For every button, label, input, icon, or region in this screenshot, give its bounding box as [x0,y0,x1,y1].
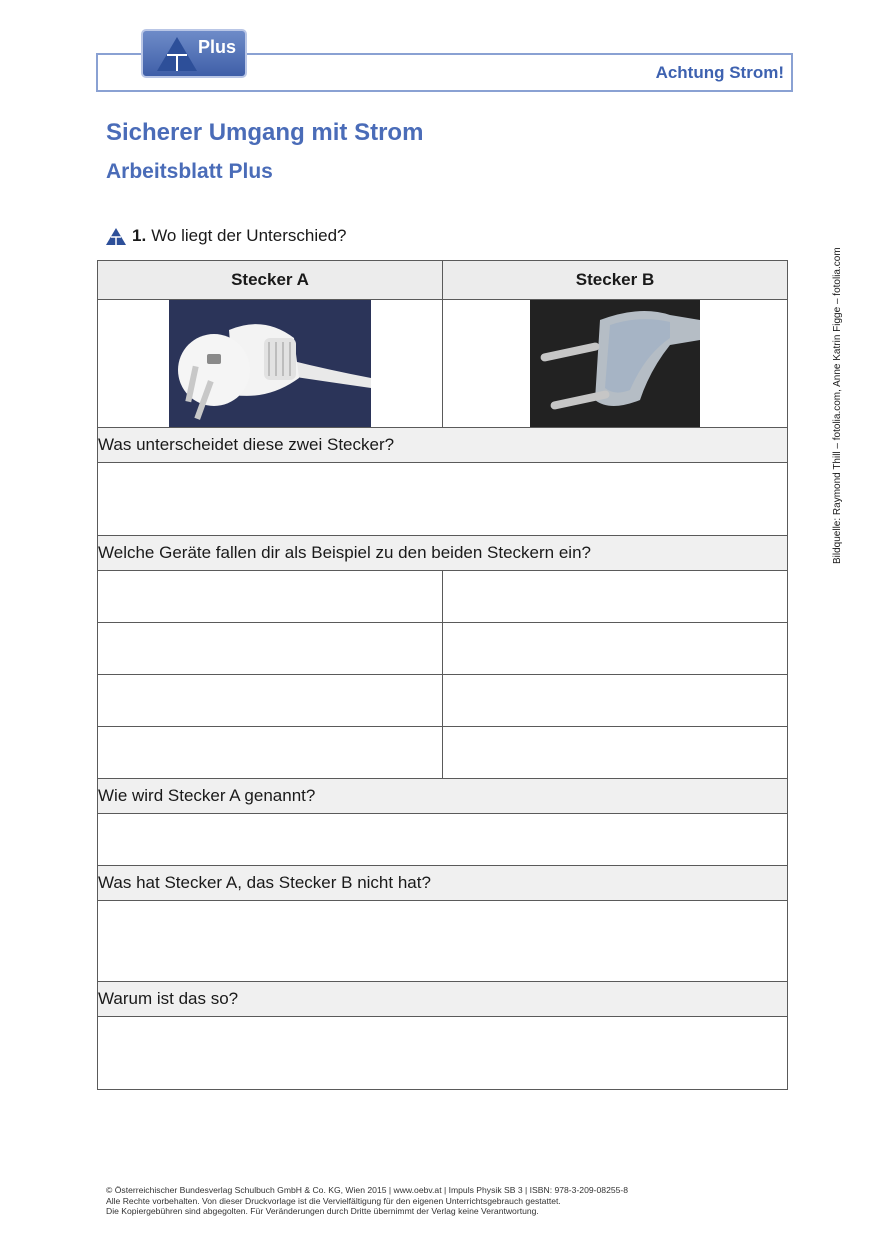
column-header-stecker-b: Stecker B [443,261,788,300]
answer-4-field[interactable] [98,901,788,982]
footer [106,1185,628,1217]
question-2: Welche Geräte fallen dir als Beispiel zu den beiden Steckern ein? [98,536,788,571]
task-heading [106,226,346,246]
answer-3-field[interactable] [98,814,788,866]
euro-plug-image [530,300,700,427]
answer-2a-field-1[interactable] [98,571,443,623]
answer-2a-field-4[interactable] [98,727,443,779]
question-5: Warum ist das so? [98,982,788,1017]
worksheet-table [97,260,788,1090]
question-3: Wie wird Stecker A genannt? [98,779,788,814]
image-cell-a [98,300,443,428]
answer-2a-field-2[interactable] [98,623,443,675]
question-1: Was unterscheidet diese zwei Stecker? [98,428,788,463]
image-cell-b [443,300,788,428]
plus-logo [141,29,247,78]
triangle-logo-icon [155,35,199,73]
page-subtitle: Arbeitsblatt Plus [106,160,273,183]
task-text: Wo liegt der Unterschied? [151,226,347,245]
task-triangle-icon [106,228,126,245]
answer-2b-field-4[interactable] [443,727,788,779]
footer-line-2: Alle Rechte vorbehalten. Von dieser Druckvorlage ist die Vervielfältigung für den eigenen Unterrichtsgebrauch gestattet. [106,1195,561,1206]
logo-text: Plus [198,37,237,57]
answer-1-field[interactable] [98,463,788,536]
answer-2b-field-3[interactable] [443,675,788,727]
schuko-plug-image [169,300,371,427]
task-number: 1. [132,226,147,245]
answer-2b-field-2[interactable] [443,623,788,675]
answer-5-field[interactable] [98,1017,788,1090]
footer-line-3: Die Kopiergebühren sind abgegolten. Für Veränderungen durch Dritte übernimmt der Verlag keine Verantwortung. [106,1206,539,1216]
question-4: Was hat Stecker A, das Stecker B nicht hat? [98,866,788,901]
image-credit: Bildquelle: Raymond Thill – fotolia.com, Anne Katrin Figge – fotolia.com [832,247,843,564]
column-header-stecker-a: Stecker A [98,261,443,300]
header-title: Achtung Strom! [655,63,784,82]
answer-2b-field-1[interactable] [443,571,788,623]
footer-line-1: © Österreichischer Bundesverlag Schulbuch GmbH & Co. KG, Wien 2015 | www.oebv.at | Impuls Physik SB 3 | ISBN: 978-3-209-08255-8 [106,1185,629,1195]
answer-2a-field-3[interactable] [98,675,443,727]
page-title: Sicherer Umgang mit Strom [106,119,424,146]
